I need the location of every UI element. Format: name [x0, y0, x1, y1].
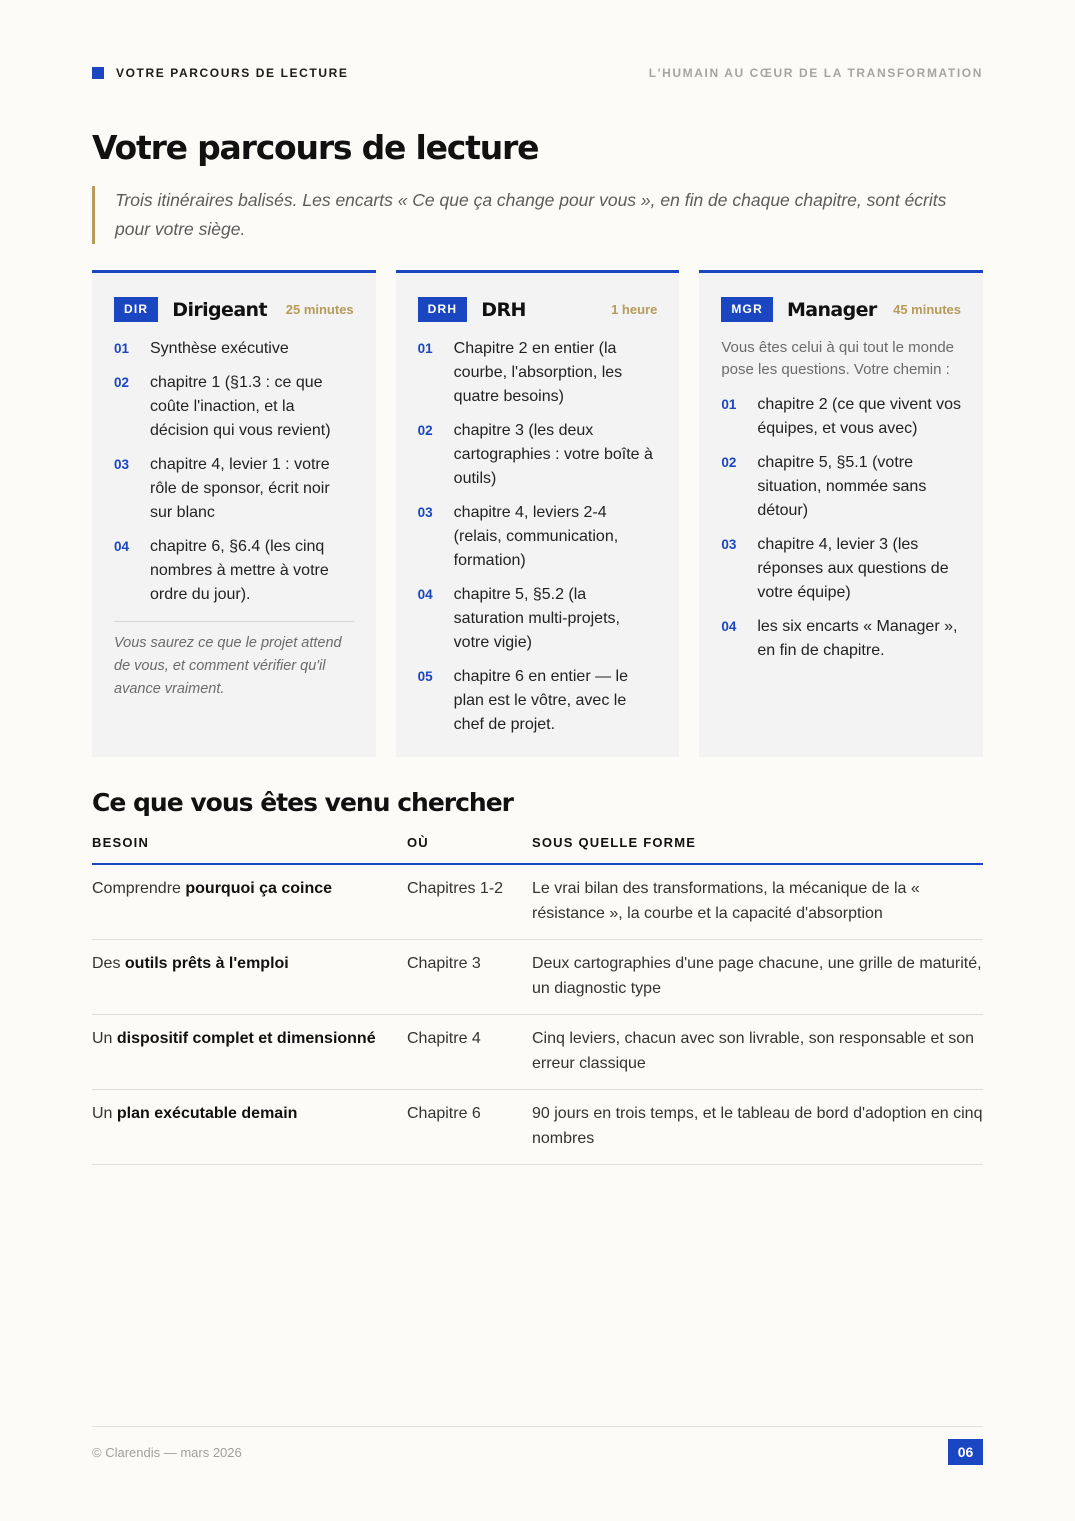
list-item [418, 665, 658, 737]
cell-besoin [92, 877, 407, 926]
column-header-besoin: BESOIN [92, 835, 150, 850]
cell-forme: Deux cartographies d'une page chacune, une grille de maturité, un diagnostic type [532, 955, 982, 997]
reading-paths [92, 270, 983, 757]
item-text: chapitre 5, §5.1 (votre situation, nommée sans détour) [757, 454, 927, 519]
card-header [114, 297, 354, 322]
item-text: chapitre 4, levier 3 (les réponses aux questions de votre équipe) [757, 536, 949, 601]
role-badge: MGR [721, 297, 773, 322]
list-item [418, 337, 658, 409]
copyright: © Clarendis — mars 2026 [92, 1445, 242, 1460]
card-header [721, 297, 961, 322]
column-header-ou: OÙ [407, 835, 429, 850]
page-header [92, 66, 983, 80]
besoin-prefix: Un [92, 1030, 117, 1047]
list-item [114, 371, 354, 443]
card-duration: 45 minutes [893, 302, 962, 317]
role-badge: DIR [114, 297, 158, 322]
card-manager [699, 270, 983, 757]
item-text: chapitre 1 (§1.3 : ce que coûte l'inaction, et la décision qui vous revient) [150, 374, 331, 439]
item-text: chapitre 4, leviers 2-4 (relais, communication, formation) [453, 504, 619, 569]
card-dirigeant [92, 270, 376, 757]
card-description: Vous êtes celui à qui tout le monde pose les questions. Votre chemin : [721, 339, 954, 378]
cell-besoin [92, 952, 407, 1001]
item-text: chapitre 5, §5.2 (la saturation multi-projets, votre vigie) [453, 586, 620, 651]
besoin-prefix: Un [92, 1105, 117, 1122]
cell-ou: Chapitre 6 [407, 1105, 481, 1122]
item-number: 03 [417, 505, 433, 520]
item-number: 04 [417, 587, 433, 602]
card-header [418, 297, 658, 322]
item-number: 01 [417, 341, 433, 356]
card-duration: 25 minutes [285, 302, 354, 317]
table-row [92, 1015, 983, 1090]
table-row [92, 1090, 983, 1165]
item-text: chapitre 6, §6.4 (les cinq nombres à mettre à votre ordre du jour). [150, 538, 329, 603]
besoin-prefix: Comprendre [92, 880, 186, 897]
item-text: chapitre 4, levier 1 : votre rôle de sponsor, écrit noir sur blanc [150, 456, 330, 521]
intro-quote: Trois itinéraires balisés. Les encarts « Ce que ça change pour vous », en fin de chaque chapitre, sont écrits pour votre siège. [92, 186, 983, 244]
item-number: 01 [114, 341, 130, 356]
list-item [114, 453, 354, 525]
divider [114, 621, 354, 622]
card-note: Vous saurez ce que le projet attend de vous, et comment vérifier qu'il avance vraiment. [114, 635, 342, 697]
header-document-title: L'HUMAIN AU CŒUR DE LA TRANSFORMATION [648, 66, 983, 80]
cell-forme: 90 jours en trois temps, et le tableau de bord d'adoption en cinq nombres [532, 1105, 983, 1147]
cell-ou: Chapitre 4 [407, 1030, 481, 1047]
item-number: 05 [417, 669, 433, 684]
item-text: chapitre 6 en entier — le plan est le vôtre, avec le chef de projet. [453, 668, 628, 733]
item-number: 04 [114, 539, 130, 554]
header-section-label: VOTRE PARCOURS DE LECTURE [116, 66, 349, 80]
list-item [721, 451, 961, 523]
item-number: 02 [417, 423, 433, 438]
card-role-name: Manager [786, 298, 877, 321]
item-number: 03 [721, 537, 737, 552]
item-number: 02 [114, 375, 130, 390]
list-item [418, 501, 658, 573]
besoin-highlight: pourquoi ça coince [185, 880, 333, 897]
item-text: les six encarts « Manager », en fin de chapitre. [757, 618, 958, 659]
card-duration: 1 heure [611, 302, 658, 317]
besoin-highlight: plan exécutable demain [116, 1105, 298, 1122]
item-text: Synthèse exécutive [150, 340, 289, 357]
cell-ou: Chapitre 3 [407, 955, 481, 972]
cell-ou: Chapitres 1-2 [407, 880, 504, 897]
besoin-prefix: Des [92, 955, 125, 972]
item-text: chapitre 3 (les deux cartographies : votre boîte à outils) [453, 422, 653, 487]
item-text: chapitre 2 (ce que vivent vos équipes, et vous avec) [757, 396, 962, 437]
cell-besoin [92, 1027, 407, 1076]
header-left [92, 66, 348, 80]
list-item [418, 419, 658, 491]
item-text: Chapitre 2 en entier (la courbe, l'absorption, les quatre besoins) [453, 340, 623, 405]
needs-table [92, 832, 983, 1165]
list-item [418, 583, 658, 655]
cell-forme: Le vrai bilan des transformations, la mécanique de la « résistance », la courbe et la capacité d'absorption [532, 880, 920, 922]
besoin-highlight: outils prêts à l'emploi [124, 955, 289, 972]
list-item [114, 535, 354, 607]
page-number: 06 [948, 1439, 983, 1465]
role-badge: DRH [418, 297, 468, 322]
section-marker-icon [92, 67, 104, 79]
table-row [92, 865, 983, 940]
cell-besoin [92, 1102, 407, 1151]
list-item [114, 337, 354, 361]
cell-forme: Cinq leviers, chacun avec son livrable, son responsable et son erreur classique [532, 1030, 975, 1072]
page-title: Votre parcours de lecture [92, 128, 539, 167]
section-title: Ce que vous êtes venu chercher [92, 788, 514, 817]
item-number: 04 [721, 619, 737, 634]
list-item [721, 393, 961, 441]
table-header [92, 832, 983, 865]
column-header-forme: SOUS QUELLE FORME [532, 835, 697, 850]
card-drh [396, 270, 680, 757]
card-role-name: DRH [481, 298, 526, 321]
item-number: 03 [114, 457, 130, 472]
item-number: 01 [721, 397, 737, 412]
table-row [92, 940, 983, 1015]
besoin-highlight: dispositif complet et dimensionné [116, 1030, 376, 1047]
list-item [721, 615, 961, 663]
card-role-name: Dirigeant [172, 298, 267, 321]
item-number: 02 [721, 455, 737, 470]
page-footer [92, 1426, 983, 1465]
list-item [721, 533, 961, 605]
